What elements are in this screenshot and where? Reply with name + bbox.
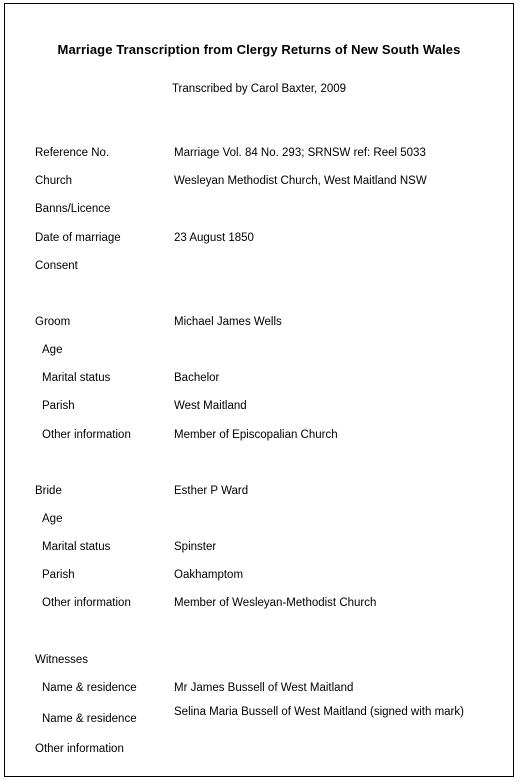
field-label: Name & residence [42, 682, 137, 694]
field-value: Esther P Ward [174, 485, 249, 497]
document-subtitle: Transcribed by Carol Baxter, 2009 [171, 83, 347, 95]
field-label: Reference No. [35, 147, 110, 159]
field-label: Marital status [42, 372, 111, 384]
document-page [4, 3, 514, 777]
field-value: Wesleyan Methodist Church, West Maitland NSW [174, 175, 427, 187]
field-label: Other information [42, 597, 131, 609]
field-label: Parish [42, 400, 75, 412]
field-label: Bride [35, 485, 62, 497]
field-label: Witnesses [35, 654, 89, 666]
field-label: Church [35, 175, 73, 187]
field-label: Other information [42, 429, 131, 441]
field-value: Spinster [174, 541, 217, 553]
field-label: Parish [42, 569, 75, 581]
field-value: Oakhamptom [174, 569, 244, 581]
field-label: Banns/Licence [35, 203, 111, 215]
document-title: Marriage Transcription from Clergy Returns of New South Wales [57, 42, 461, 57]
field-label: Date of marriage [35, 232, 121, 244]
field-label: Name & residence [42, 713, 137, 725]
field-value: Bachelor [174, 372, 220, 384]
field-label: Other information [35, 743, 124, 755]
field-value: Marriage Vol. 84 No. 293; SRNSW ref: Reel 5033 [174, 147, 426, 159]
field-value: Member of Wesleyan-Methodist Church [174, 597, 377, 609]
field-value: Michael James Wells [174, 316, 282, 328]
field-value: West Maitland [174, 400, 247, 412]
field-label: Groom [35, 316, 71, 328]
field-value: 23 August 1850 [174, 232, 254, 244]
field-label: Consent [35, 260, 78, 272]
field-label: Age [42, 344, 63, 356]
field-value: Selina Maria Bussell of West Maitland (signed with mark) [174, 706, 464, 718]
field-label: Marital status [42, 541, 111, 553]
field-label: Age [42, 513, 63, 525]
field-value: Mr James Bussell of West Maitland [174, 682, 354, 694]
field-value: Member of Episcopalian Church [174, 429, 338, 441]
